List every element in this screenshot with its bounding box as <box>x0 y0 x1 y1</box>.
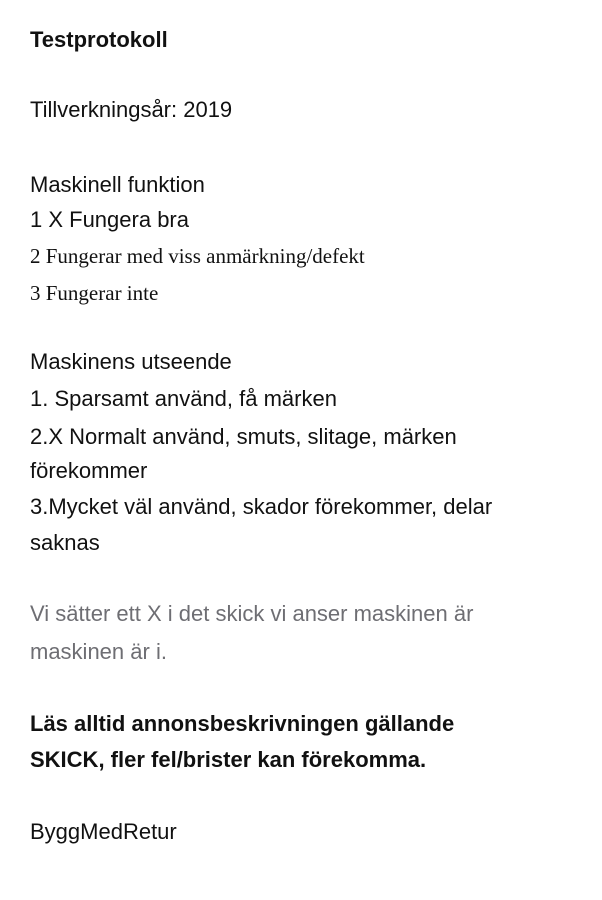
function-item-2: 2 Fungerar med viss anmärkning/defekt <box>30 244 365 268</box>
function-heading: Maskinell funktion <box>30 172 205 197</box>
document-title: Testprotokoll <box>30 27 168 52</box>
appearance-item-2-cont: förekommer <box>30 458 148 483</box>
note-line-1: Vi sätter ett X i det skick vi anser maskinen är <box>30 601 474 626</box>
appearance-item-1: 1. Sparsamt använd, få märken <box>30 386 337 411</box>
function-item-1: 1 X Fungera bra <box>30 207 189 232</box>
manufacture-year: Tillverkningsår: 2019 <box>30 97 233 122</box>
appearance-heading: Maskinens utseende <box>30 349 232 374</box>
appearance-item-2: 2.X Normalt använd, smuts, slitage, märken <box>30 424 457 449</box>
warning-line-1: Läs alltid annonsbeskrivningen gällande <box>30 711 455 736</box>
appearance-item-3: 3.Mycket väl använd, skador förekommer, delar <box>30 494 493 519</box>
note-line-2: maskinen är i. <box>30 639 167 664</box>
signature: ByggMedRetur <box>30 819 177 844</box>
warning-line-2: SKICK, fler fel/brister kan förekomma. <box>30 747 427 772</box>
function-item-3: 3 Fungerar inte <box>30 281 159 305</box>
appearance-item-3-cont: saknas <box>30 530 100 555</box>
